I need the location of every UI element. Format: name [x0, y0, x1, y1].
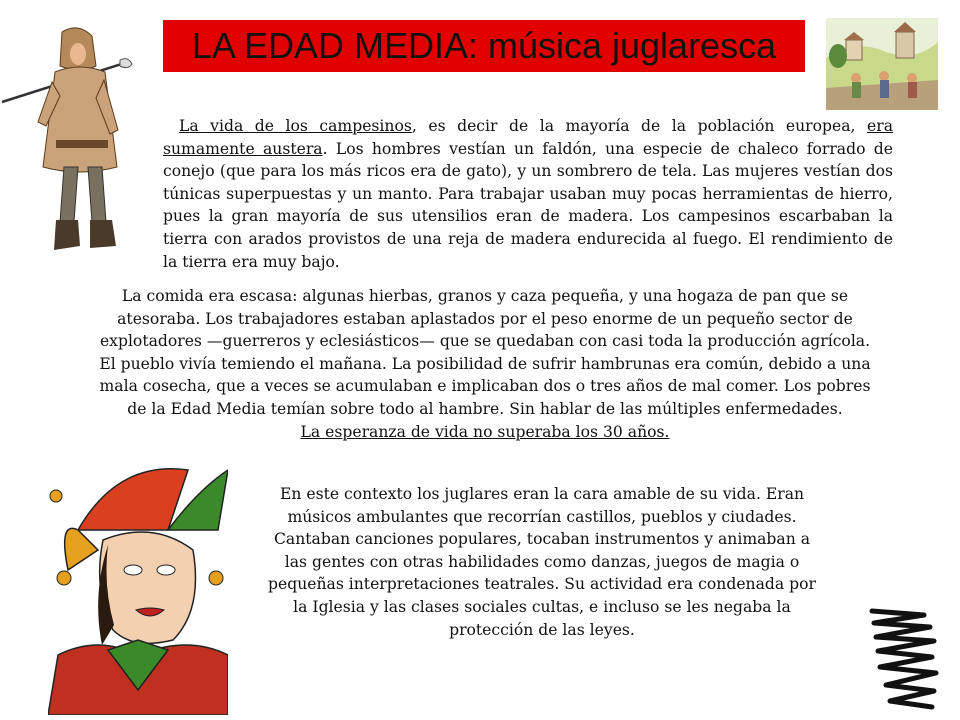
peasant-life-paragraph: La vida de los campesinos, es decir de la mayoría de la población europea, era sumamente austera. Los hombres vestían un faldón, una especie de chaleco forrado de conejo (que para los más ricos era de gato), y un sombrero de tela. Las mujeres vestían dos túnicas superpuestas y un manto. Para trabajar usaban muy pocas herramientas de hierro, pues la gran mayoría de sus utensilios eran de madera. Los campesinos escarbaban la tierra con arados provistos de una reja de madera endurecida al fuego. El rendimiento de la tierra era muy bajo.: [163, 117, 893, 271]
life-expectancy-underlined: La esperanza de vida no superaba los 30 años.: [300, 422, 670, 441]
peasant-illustration: [0, 22, 135, 257]
austere-underlined: era sumamente austera: [163, 117, 893, 158]
peasant-life-underlined: La vida de los campesinos: [179, 117, 412, 135]
jugglers-paragraph: En este contexto los juglares eran la cara amable de su vida. Eran músicos ambulantes que recorrían castillos, pueblos y ciudades. Cantaban canciones populares, tocaban instrumentos y animaban a las gentes con otras habilidades como danzas, juegos de magia o pequeñas interpretaciones teatrales. Su actividad era condenada por la Iglesia y las clases sociales cultas, e incluso se les negaba la protección de las leyes.: [268, 485, 816, 639]
page-title: LA EDAD MEDIA: música juglaresca: [191, 25, 777, 66]
village-illustration: [826, 18, 938, 110]
scribble-decoration: [864, 605, 940, 715]
title-banner: [163, 20, 805, 72]
jester-illustration: [48, 460, 228, 715]
food-paragraph: La comida era escasa: algunas hierbas, granos y caza pequeña, y una hogaza de pan que se atesoraba. Los trabajadores estaban aplastados por el peso enorme de un pequeño sector de explotadores —guerreros y eclesiásticos— que se quedaban con casi toda la producción agrícola. El pueblo vivía temiendo el mañana. La posibilidad de sufrir hambrunas era común, debido a una mala cosecha, que a veces se acumulaban e implicaban dos o tres años de mal comer. Los pobres de la Edad Media temían sobre todo al hambre. Sin hablar de las múltiples enfermedades. La esperanza de vida no superaba los 30 años.: [99, 287, 871, 441]
